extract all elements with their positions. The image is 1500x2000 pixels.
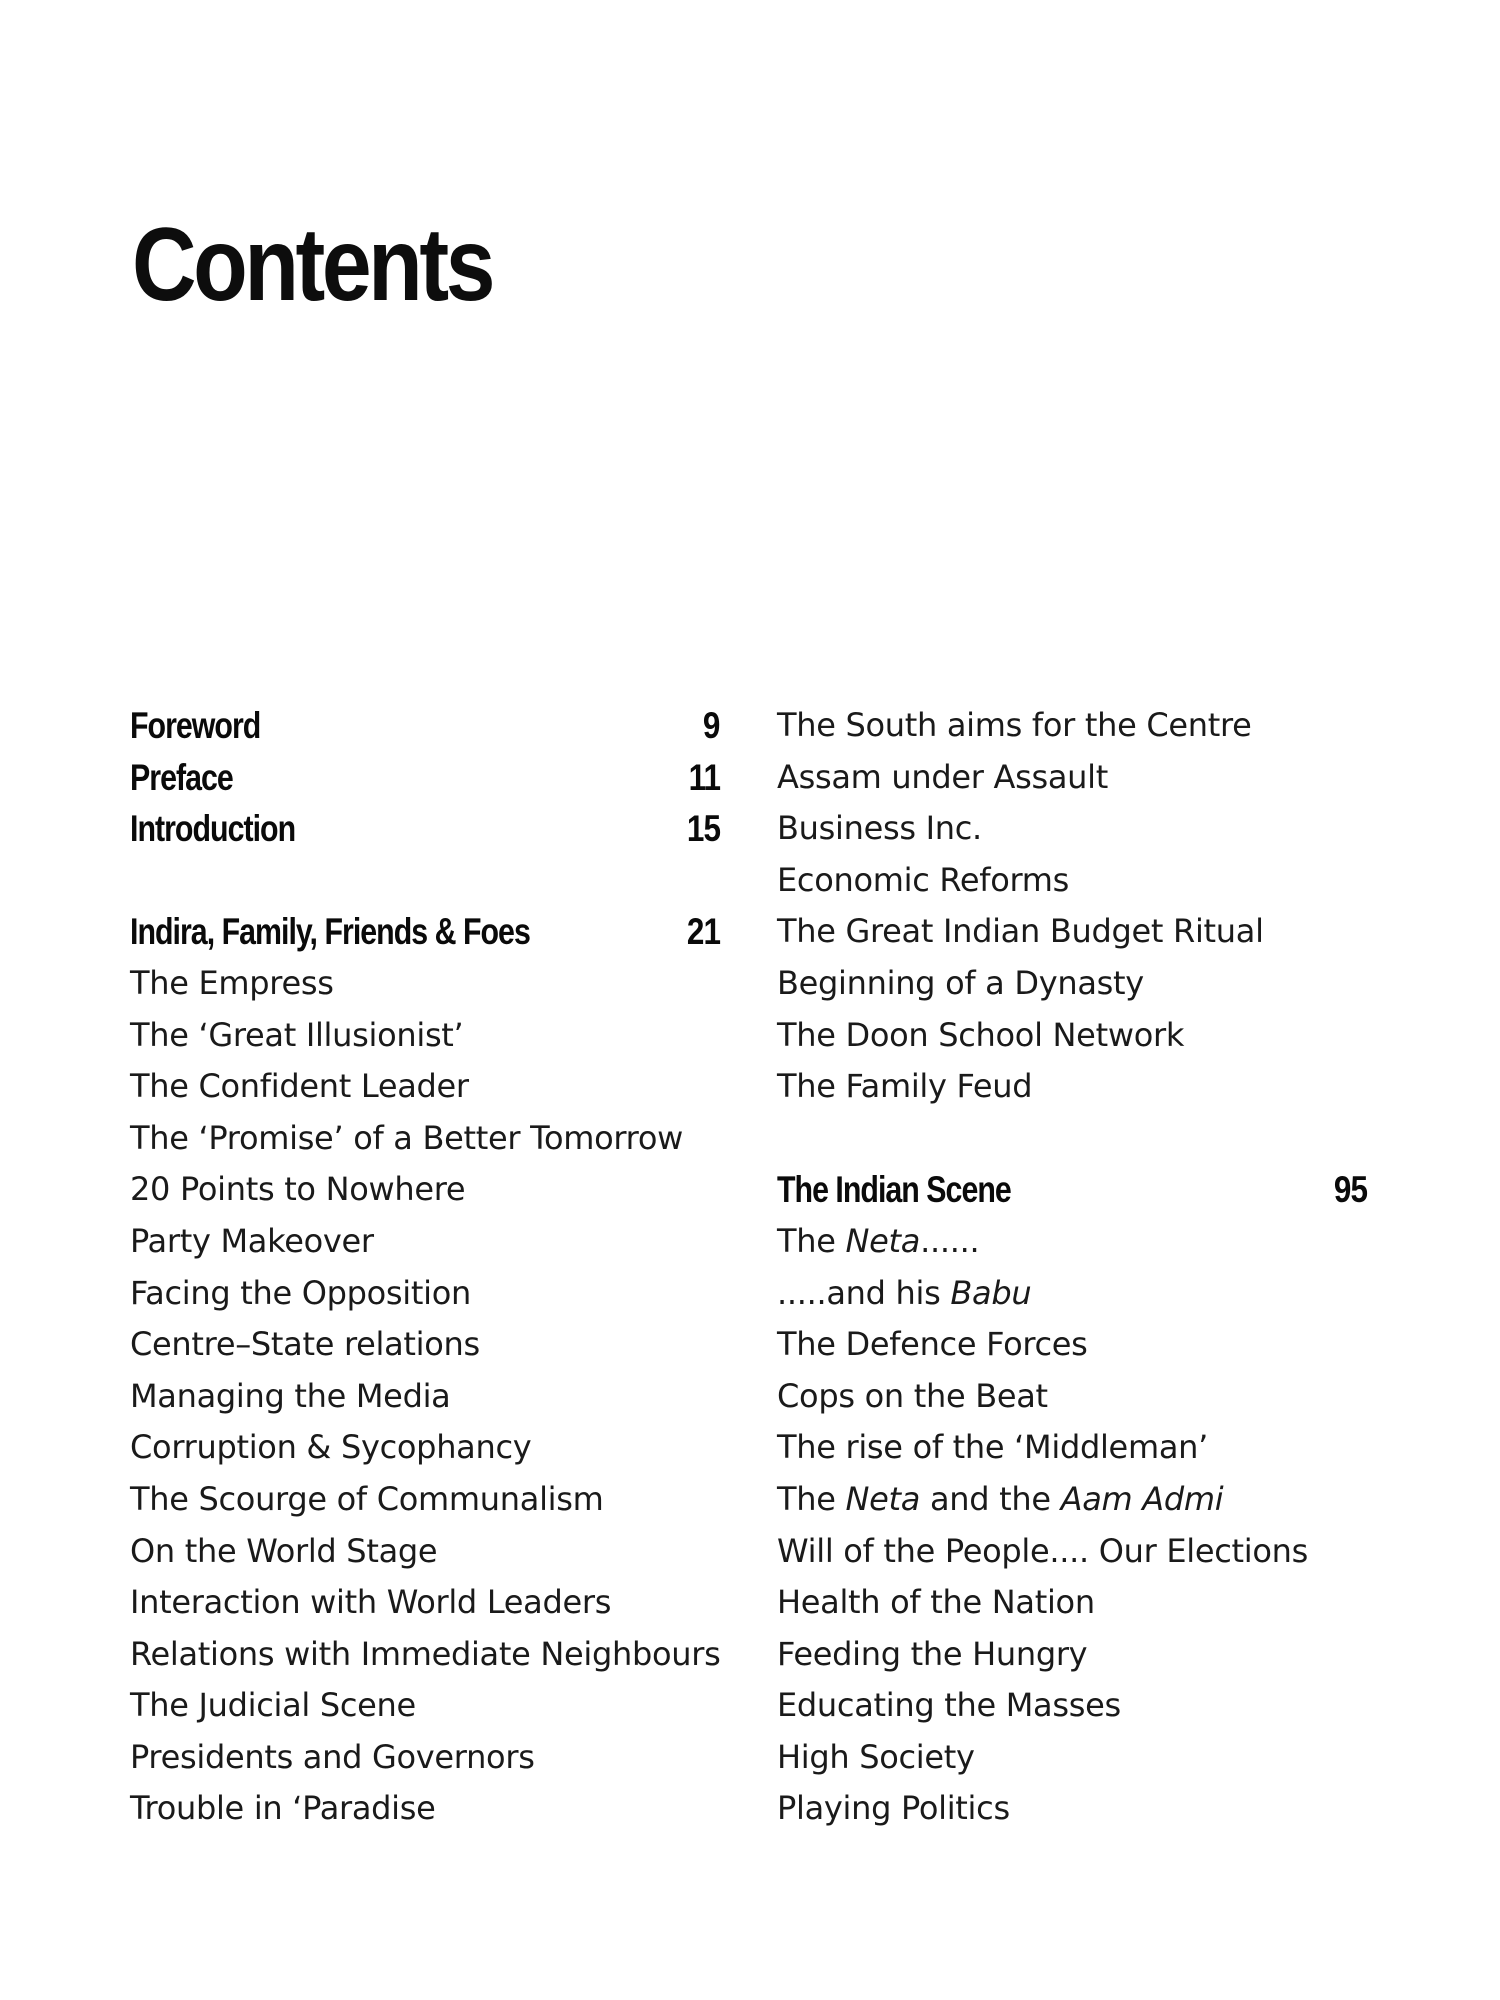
toc-entry <box>130 1526 720 1578</box>
entry-title: The Scourge of Communalism <box>130 1479 604 1518</box>
entry-title: Trouble in ‘Paradise <box>130 1789 436 1828</box>
entry-title: The ‘Great Illusionist’ <box>130 1015 464 1054</box>
entry-title-part: .....and his <box>777 1273 951 1312</box>
section-gap <box>777 1113 1367 1165</box>
toc-right-column <box>777 700 1367 1835</box>
entry-title: Health of the Nation <box>777 1583 1095 1622</box>
section-title: Foreword <box>130 705 261 746</box>
page-number: 15 <box>686 808 720 850</box>
entry-title: Business Inc. <box>777 809 982 848</box>
section-title: Introduction <box>130 808 296 850</box>
section-title: Indira, Family, Friends & Foes <box>130 911 530 953</box>
entry-title: Relations with Immediate Neighbours <box>130 1634 721 1673</box>
toc-entry <box>777 1732 1367 1784</box>
toc-entry <box>777 1268 1367 1320</box>
entry-title: On the World Stage <box>130 1531 438 1570</box>
toc-entry <box>130 1422 720 1474</box>
toc-section-heading <box>777 1164 1367 1216</box>
page-number: 11 <box>688 756 720 798</box>
toc-entry <box>777 1422 1367 1474</box>
toc-entry <box>777 1526 1367 1578</box>
entry-title: The Defence Forces <box>777 1325 1088 1364</box>
entry-title-part: The <box>777 1221 846 1260</box>
toc-section-heading <box>130 752 720 804</box>
entry-title-part: and the <box>920 1479 1061 1518</box>
toc-entry <box>777 1474 1367 1526</box>
page-title: Contents <box>132 207 493 323</box>
entry-title: The Doon School Network <box>777 1015 1185 1054</box>
entry-title: The Great Indian Budget Ritual <box>777 912 1264 951</box>
entry-title: Cops on the Beat <box>777 1376 1048 1415</box>
toc-section-heading <box>130 803 720 855</box>
entry-title <box>777 1274 1031 1312</box>
toc-entry <box>130 958 720 1010</box>
toc-entry <box>130 1474 720 1526</box>
toc-entry <box>777 906 1367 958</box>
entry-title: Facing the Opposition <box>130 1273 471 1312</box>
entry-title-part: The <box>777 1479 846 1518</box>
toc-entry <box>130 1732 720 1784</box>
toc-entry <box>130 1371 720 1423</box>
toc-entry <box>130 1061 720 1113</box>
toc-entry <box>130 1783 720 1835</box>
toc-entry <box>130 1577 720 1629</box>
entry-title: Corruption & Sycophancy <box>130 1428 532 1467</box>
toc-entry <box>130 1164 720 1216</box>
toc-entry <box>130 1268 720 1320</box>
entry-title-italic-part: Neta <box>845 1479 921 1518</box>
entry-title-part: ...... <box>920 1221 980 1260</box>
entry-title: Playing Politics <box>777 1789 1010 1828</box>
entry-title: The rise of the ‘Middleman’ <box>777 1428 1208 1467</box>
toc-entry <box>777 1629 1367 1681</box>
entry-title: The South aims for the Centre <box>777 706 1252 744</box>
entry-title: Centre–State relations <box>130 1325 480 1364</box>
toc-entry <box>777 1577 1367 1629</box>
entry-title-italic-part: Aam Admi <box>1060 1479 1224 1518</box>
entry-title: Assam under Assault <box>777 757 1108 796</box>
entry-title: Presidents and Governors <box>130 1737 535 1776</box>
toc-section-heading <box>130 906 720 958</box>
toc-entry <box>777 1010 1367 1062</box>
entry-title: The Family Feud <box>777 1067 1033 1106</box>
toc-entry <box>777 700 1367 752</box>
entry-title <box>777 1222 979 1260</box>
toc-entry <box>130 1113 720 1165</box>
section-title: Preface <box>130 756 233 798</box>
entry-title-italic-part: Babu <box>950 1273 1032 1312</box>
section-title: The Indian Scene <box>777 1169 1011 1211</box>
toc-entry <box>777 752 1367 804</box>
entry-title: Interaction with World Leaders <box>130 1583 612 1622</box>
entry-title: Economic Reforms <box>777 860 1070 899</box>
entry-title: Educating the Masses <box>777 1686 1121 1725</box>
entry-title: The Empress <box>130 963 334 1002</box>
toc-entry <box>130 1319 720 1371</box>
entry-title <box>777 1480 1223 1518</box>
page-number: 95 <box>1333 1169 1367 1211</box>
toc-entry <box>777 1319 1367 1371</box>
toc-entry <box>777 803 1367 855</box>
toc-entry <box>777 1061 1367 1113</box>
entry-title-italic-part: Neta <box>845 1221 921 1260</box>
entry-title: The Judicial Scene <box>130 1686 416 1725</box>
toc-entry <box>130 1010 720 1062</box>
toc-entry <box>130 1680 720 1732</box>
page-number: 21 <box>686 911 720 953</box>
toc-entry <box>777 855 1367 907</box>
toc-section-heading <box>130 700 720 752</box>
section-gap <box>130 855 720 907</box>
toc-entry <box>777 1680 1367 1732</box>
entry-title: The Confident Leader <box>130 1067 469 1106</box>
entry-title: 20 Points to Nowhere <box>130 1170 466 1209</box>
toc-entry <box>777 1783 1367 1835</box>
entry-title: Will of the People.... Our Elections <box>777 1531 1309 1570</box>
entry-title: Feeding the Hungry <box>777 1634 1088 1673</box>
entry-title: High Society <box>777 1737 975 1776</box>
toc-entry <box>130 1216 720 1268</box>
entry-title: Beginning of a Dynasty <box>777 963 1144 1002</box>
entry-title: Party Makeover <box>130 1221 374 1260</box>
entry-title: Managing the Media <box>130 1376 451 1415</box>
entry-title: The ‘Promise’ of a Better Tomorrow <box>130 1118 683 1157</box>
toc-entry <box>777 1216 1367 1268</box>
toc-left-column <box>130 700 720 1835</box>
toc-entry <box>777 1371 1367 1423</box>
page-number: 9 <box>703 705 720 746</box>
toc-entry <box>777 958 1367 1010</box>
toc-entry <box>130 1629 720 1681</box>
